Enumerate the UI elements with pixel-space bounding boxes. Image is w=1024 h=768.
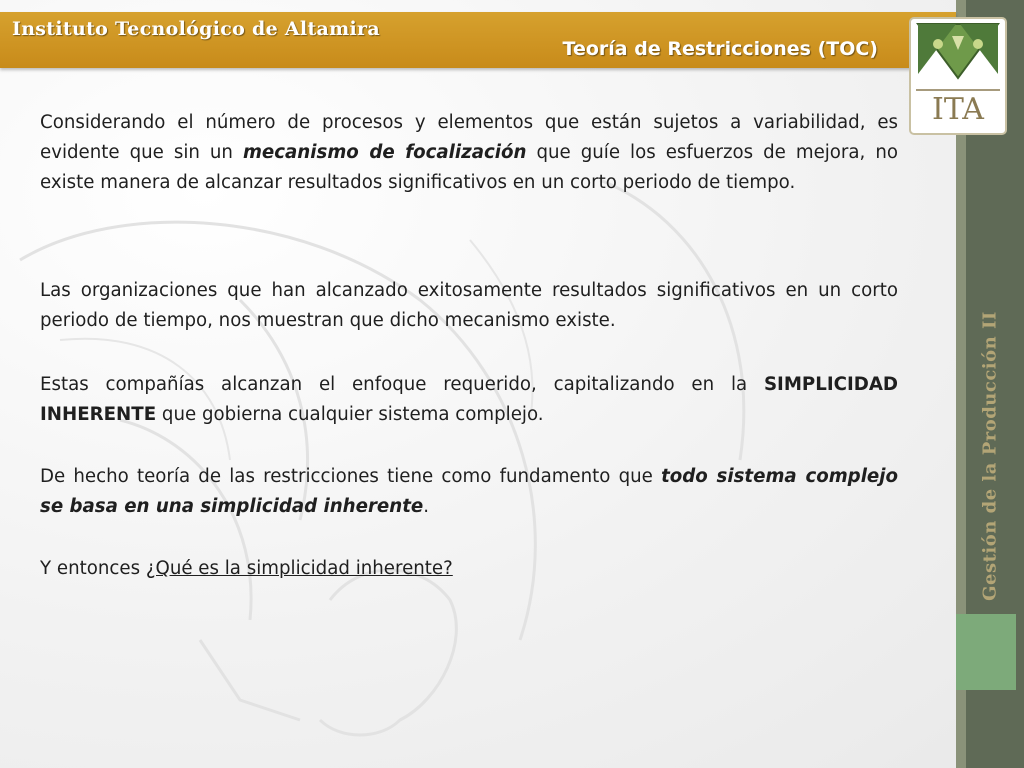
text-segment: Y entonces: [40, 558, 146, 579]
emphasis-text: mecanismo de focalización: [242, 142, 527, 163]
text-segment: Estas compañías alcanzan el enfoque requerido, capitalizando en la: [40, 374, 764, 395]
institute-name: Instituto Tecnológico de Altamira: [12, 18, 380, 40]
emphasis-text: todo sistema complejo se basa en una simplicidad inherente: [40, 466, 898, 517]
header-bar: [0, 12, 956, 68]
paragraph-organizations: [40, 276, 898, 336]
paragraph-question: [40, 554, 898, 584]
side-accent-block: [956, 614, 1016, 690]
question-link[interactable]: ¿Qué es la simplicidad inherente?: [145, 558, 453, 579]
text-segment: .: [423, 496, 430, 517]
text-segment: Las organizaciones que han alcanzado exitosamente resultados significativos en un corto periodo de tiempo, nos muestran que dicho mecanismo existe.: [40, 280, 898, 331]
paragraph-simplicity: [40, 370, 898, 430]
logo-text: ITA: [932, 92, 984, 127]
text-segment: Considerando el número de procesos y elementos que están sujetos a variabilidad, es evidente que sin un: [40, 112, 898, 163]
strong-text: SIMPLICIDAD INHERENTE: [40, 374, 898, 425]
course-caption: Gestión de la Producción II: [979, 311, 1001, 601]
text-segment: que guíe los esfuerzos de mejora, no existe manera de alcanzar resultados significativos en un corto periodo de tiempo.: [40, 142, 898, 193]
text-segment: De hecho teoría de las restricciones tiene como fundamento que: [40, 466, 662, 487]
slide-title: Teoría de Restricciones (TOC): [562, 38, 878, 60]
paragraph-focus-mechanism: [40, 108, 898, 198]
paragraph-toc-foundation: [40, 462, 898, 522]
text-segment: que gobierna cualquier sistema complejo.: [156, 404, 544, 425]
